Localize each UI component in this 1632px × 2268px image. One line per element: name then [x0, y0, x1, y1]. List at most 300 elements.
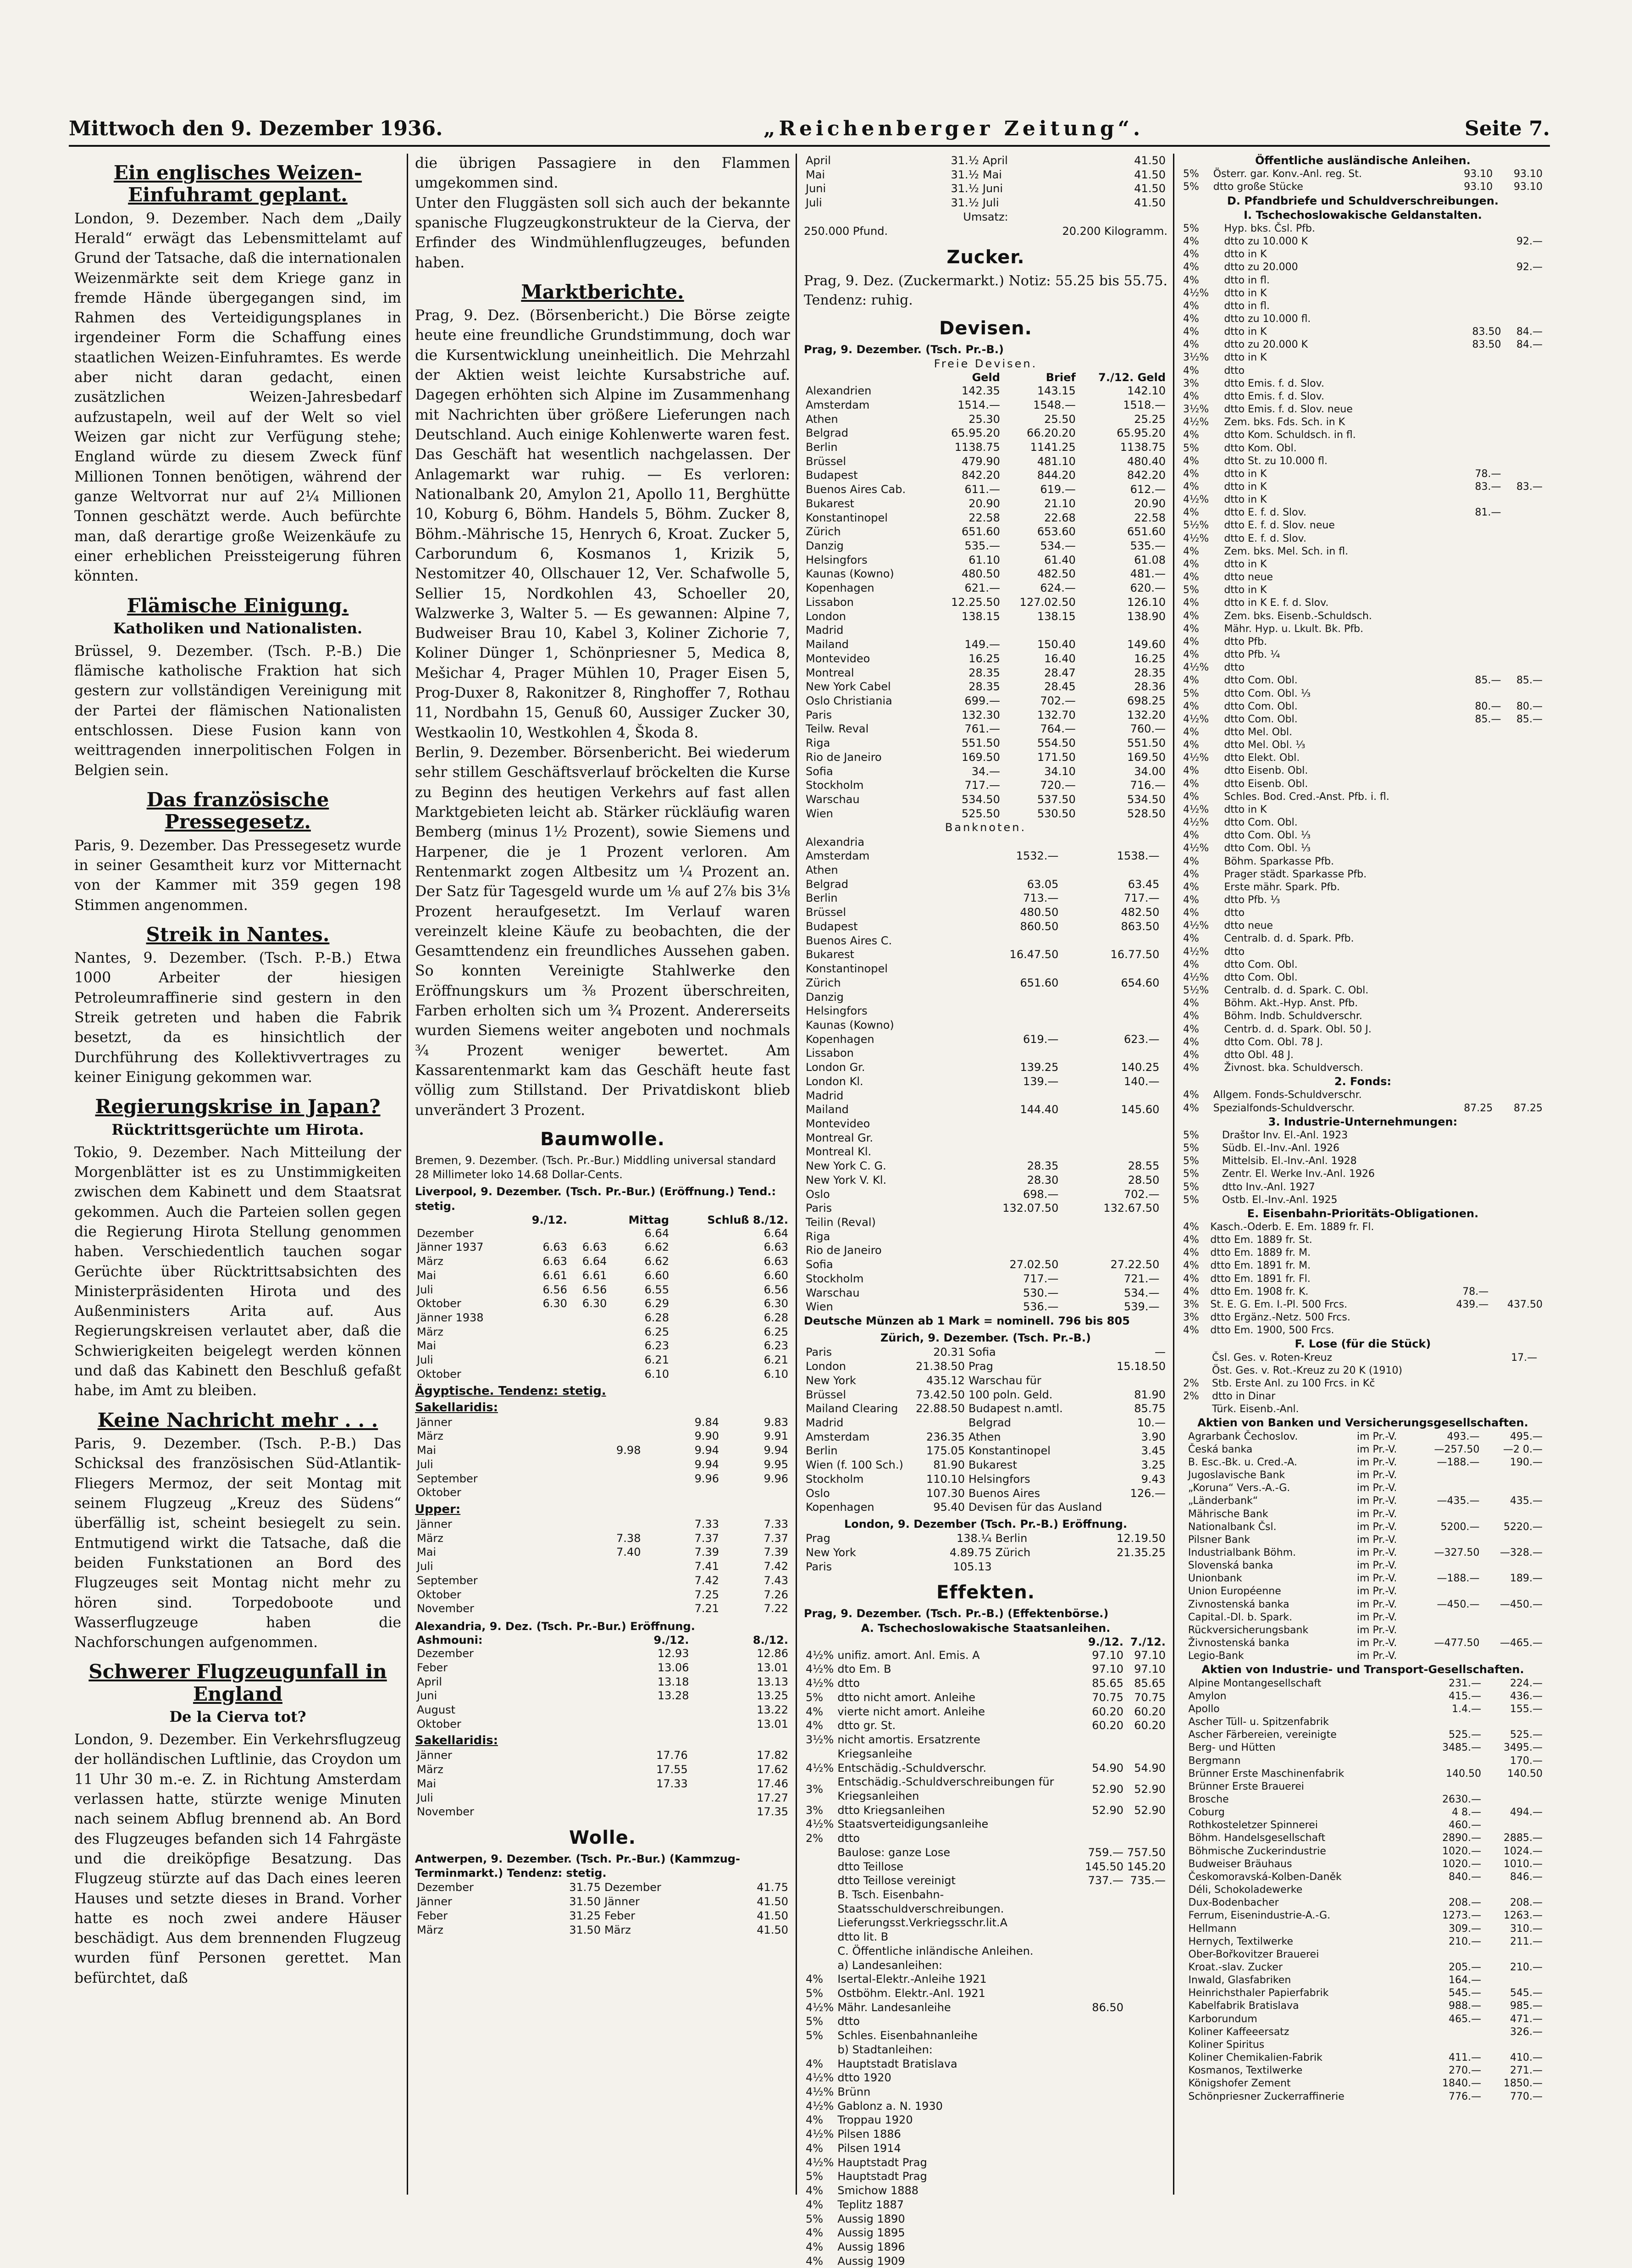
table-cell: 22.68 — [1044, 511, 1076, 524]
table-row — [1181, 868, 1544, 881]
table-cell: dtto in K — [1224, 468, 1267, 480]
table-row — [1181, 1703, 1544, 1716]
table-cell — [1161, 835, 1167, 849]
table-row — [1181, 365, 1544, 377]
table-row — [1181, 1741, 1544, 1754]
table-cell: 6.56 — [542, 1283, 567, 1296]
sec2-sub: I. Tschechoslowakische Geldanstalten. — [1244, 208, 1482, 222]
sec3-table — [1181, 1089, 1544, 1115]
table-cell: im Pr.-V. — [1357, 1431, 1397, 1442]
table-row — [804, 168, 1167, 182]
table-cell: Hernych, Textilwerke — [1188, 1935, 1294, 1947]
table-cell — [1539, 1377, 1544, 1390]
table-cell — [1458, 1062, 1503, 1075]
table-cell — [1490, 1324, 1544, 1337]
table-row — [1181, 1390, 1544, 1403]
table-cell: 12.19.50 — [1117, 1532, 1166, 1545]
table-cell: 16.40 — [1044, 652, 1076, 665]
table-cell: 482.50 — [1121, 906, 1160, 919]
table-row — [1181, 2091, 1544, 2103]
table-cell — [1503, 959, 1544, 971]
table-cell: 4% — [806, 2254, 824, 2268]
table-cell — [1083, 2113, 1125, 2127]
table-cell: dtto zu 10.000 K — [1224, 236, 1308, 248]
table-cell: 493.— — [1447, 1431, 1480, 1442]
table-cell — [1181, 1403, 1210, 1416]
table-row — [415, 1588, 790, 1602]
table-row — [1181, 532, 1544, 545]
table-cell: Warschau für — [968, 1374, 1041, 1387]
table-cell: Kopenhagen — [806, 582, 874, 595]
sec5-table — [1181, 1221, 1544, 1337]
table-cell — [1416, 1884, 1422, 1896]
table-cell: Budweiser Bräuhaus — [1188, 1858, 1292, 1870]
table-row — [804, 1817, 1167, 1831]
article-weizen-title: Ein englisches Weizen-Einfuhramt geplant. — [113, 161, 362, 206]
table-row — [1181, 1690, 1544, 1703]
table-cell: dtto E. f. d. Slov. — [1224, 507, 1306, 519]
table-cell: 619.— — [1040, 483, 1076, 496]
table-row — [1181, 1780, 1544, 1793]
table-cell: Ascher Färbereien, vereinigte — [1188, 1729, 1337, 1741]
table-cell — [1481, 1508, 1544, 1521]
table-cell: 6.64 — [763, 1226, 788, 1240]
table-cell: 41.75 — [757, 1881, 788, 1894]
table-cell: 6.10 — [644, 1367, 669, 1381]
table-cell: Aussig 1890 — [837, 2212, 905, 2225]
table-cell — [1503, 1010, 1544, 1023]
table-row — [1181, 881, 1544, 894]
table-row — [804, 1258, 1167, 1272]
table-cell: Wien — [806, 1300, 833, 1314]
table-cell: dtto Com. Obl. — [1224, 959, 1298, 970]
table-cell — [1458, 248, 1503, 261]
table-cell: Montreal Gr. — [806, 1131, 874, 1144]
table-cell: 140.25 — [1121, 1061, 1160, 1074]
table-cell — [1483, 2039, 1544, 2052]
table-cell — [1083, 1916, 1125, 1930]
table-cell — [1416, 1845, 1422, 1858]
table-cell: Türk. Eisenb.-Anl. — [1212, 1403, 1299, 1415]
table-cell: Mai — [806, 168, 825, 181]
table-cell — [642, 1472, 652, 1486]
table-cell: 6.63 — [542, 1241, 567, 1254]
table-cell: 439.— — [1456, 1298, 1489, 1310]
table-row — [1181, 1495, 1544, 1508]
table-cell: 52.90 — [1134, 1803, 1166, 1817]
table-cell: 4% — [1183, 455, 1199, 467]
table-cell: Oktober — [417, 1297, 461, 1310]
table-cell: Brünner Erste Maschinenfabrik — [1188, 1768, 1344, 1780]
table-cell: 4½% — [1183, 662, 1209, 674]
table-cell: Erste mähr. Spark. Pfb. — [1224, 881, 1340, 893]
table-cell: 4% — [1183, 855, 1199, 867]
table-cell — [1458, 946, 1503, 959]
table-cell: 9.94 — [763, 1444, 788, 1457]
table-cell: 150.40 — [1037, 638, 1076, 651]
table-row — [804, 1286, 1167, 1300]
table-cell — [1458, 726, 1503, 739]
table-row — [804, 708, 1167, 722]
table-cell — [1503, 558, 1544, 571]
table-cell: 84.— — [1516, 339, 1543, 351]
table-cell: dtto Kriegsanleihen — [837, 1803, 945, 1817]
table-row — [804, 1662, 1167, 1676]
table-cell: 534.— — [1124, 1286, 1160, 1299]
table-cell: 4% — [1183, 261, 1199, 273]
table-cell — [1161, 1300, 1167, 1314]
table-cell: dtto in fl. — [1224, 274, 1270, 286]
table-cell: Danzig — [806, 990, 844, 1004]
table-cell — [1415, 1559, 1482, 1572]
sec7-table — [1181, 1431, 1544, 1663]
table-cell: New York Cabel — [806, 680, 891, 693]
table-cell: 4% — [1183, 933, 1199, 945]
table-row — [1181, 1935, 1544, 1948]
table-row — [804, 652, 1167, 666]
table-row — [415, 1517, 790, 1531]
table-cell — [1503, 971, 1544, 984]
table-cell: —328.— — [1500, 1547, 1543, 1558]
table-header-cell: 9./12. — [1088, 1635, 1124, 1648]
table-row — [804, 2254, 1167, 2268]
table-cell: Kabelfabrik Bratislava — [1188, 2000, 1299, 2012]
table-cell: 41.50 — [757, 1895, 788, 1908]
table-cell — [1458, 804, 1503, 816]
table-cell — [1490, 1221, 1544, 1234]
table-cell: Prag — [806, 1532, 830, 1545]
table-cell — [804, 1874, 835, 1888]
table-row — [415, 1748, 790, 1763]
table-cell: Kosmanos, Textilwerke — [1188, 2065, 1303, 2077]
table-cell — [959, 835, 1060, 849]
table-cell: Hyp. bks. Čsl. Pfb. — [1224, 222, 1316, 234]
table-cell: B. Tsch. Eisenbahn-Staatsschuldverschreibungen. — [837, 1888, 1004, 1915]
table-cell: dtto zu 20.000 — [1224, 261, 1298, 273]
table-cell — [1181, 1495, 1186, 1508]
table-cell — [1181, 1755, 1187, 1768]
table-cell: Oslo Christiania — [806, 694, 892, 707]
table-cell: 60.20 — [1092, 1719, 1124, 1732]
table-cell: 1020.— — [1442, 1858, 1482, 1870]
table-cell: 4½% — [1183, 416, 1209, 428]
table-header-cell: 9./12. — [653, 1634, 689, 1647]
table-cell — [1083, 2071, 1125, 2085]
table-cell: 13.22 — [757, 1703, 788, 1717]
table-cell: 31.½ — [951, 182, 979, 195]
table-cell: Feber — [417, 1661, 448, 1674]
table-cell: Jänner — [417, 1415, 452, 1429]
table-cell — [1503, 804, 1544, 816]
table-cell: dtto Com. Obl. — [1224, 700, 1298, 712]
table-row — [804, 1691, 1167, 1705]
table-row — [804, 863, 1167, 877]
table-cell: 52.90 — [1134, 1782, 1166, 1796]
umsatz-right: 20.200 Kilogramm. — [1062, 225, 1167, 238]
table-cell: 4% — [1183, 390, 1199, 402]
table-cell — [1458, 584, 1503, 597]
table-cell: Mai — [417, 1339, 437, 1353]
table-cell: Ober-Bořkovitzer Brauerei — [1188, 1948, 1319, 1960]
table-cell: dtto Com. Obl. 78 J. — [1224, 1036, 1323, 1048]
table-row — [804, 1300, 1167, 1314]
devisen-table — [804, 371, 1167, 821]
table-cell — [1125, 2156, 1167, 2170]
table-cell: 83.— — [1475, 481, 1501, 493]
table-row — [804, 1972, 1167, 1986]
table-row — [1181, 713, 1544, 726]
table-cell — [1416, 1690, 1422, 1703]
table-cell — [1125, 2029, 1167, 2043]
table-cell — [1083, 2141, 1125, 2156]
table-cell: 1024.— — [1504, 1845, 1543, 1857]
table-cell — [1503, 403, 1544, 416]
table-row — [1181, 1650, 1544, 1663]
table-cell: Athen — [806, 412, 838, 426]
table-row — [804, 1860, 1167, 1874]
table-row — [1181, 313, 1544, 326]
table-cell: Buenos Aires — [968, 1486, 1040, 1500]
table-cell — [1125, 2043, 1167, 2057]
table-cell — [1161, 905, 1167, 920]
table-row — [1181, 597, 1544, 610]
table-cell: Kaunas (Kowno) — [806, 567, 894, 581]
table-row — [804, 2240, 1167, 2254]
table-cell: dtto neue — [1224, 571, 1273, 583]
table-cell: dtto Teillose — [837, 1860, 904, 1873]
table-cell — [569, 1226, 609, 1241]
table-cell — [1539, 1390, 1544, 1403]
table-cell — [1161, 1060, 1167, 1075]
table-cell: im Pr.-V. — [1357, 1534, 1397, 1546]
table-row — [1181, 429, 1544, 442]
table-cell — [1181, 1935, 1187, 1948]
table-cell: 624.— — [1040, 582, 1076, 595]
table-cell: 860.50 — [1020, 920, 1059, 933]
table-cell: 140.— — [1124, 1075, 1160, 1088]
table-cell: 551.50 — [1127, 737, 1166, 750]
table-cell: 651.60 — [1127, 525, 1166, 538]
table-cell: 142.10 — [1127, 384, 1166, 398]
table-cell: Inwald, Glasfabriken — [1188, 1974, 1291, 1986]
table-cell: 13.25 — [757, 1689, 788, 1702]
table-cell: 5% — [806, 2015, 824, 2028]
table-row — [415, 1763, 790, 1777]
table-cell — [1458, 351, 1503, 364]
table-cell — [574, 1574, 643, 1588]
table-row — [804, 1486, 1167, 1501]
table-cell — [959, 1089, 1060, 1103]
table-cell: 435.— — [1510, 1495, 1543, 1507]
article-japan-title: Regierungskrise in Japan? — [95, 1095, 381, 1118]
table-cell — [1490, 1234, 1544, 1247]
table-cell: 6.28 — [763, 1311, 788, 1325]
table-cell: 4% — [1183, 1023, 1199, 1035]
table-cell — [1161, 1075, 1167, 1089]
table-cell: 4% — [1183, 571, 1199, 583]
table-cell — [1503, 726, 1544, 739]
table-row — [1181, 739, 1544, 752]
table-cell: 436.— — [1510, 1690, 1543, 1702]
table-cell: 5% — [1183, 168, 1199, 180]
table-cell: Coburg — [1188, 1807, 1225, 1819]
table-cell — [1503, 377, 1544, 390]
devisen-title: Devisen. — [939, 317, 1032, 339]
table-cell: 4 8.— — [1452, 1807, 1482, 1819]
table-cell — [1083, 1944, 1125, 1958]
table-cell: Bergmann — [1188, 1755, 1241, 1767]
table-cell: Kriegsanleihe — [837, 1747, 913, 1760]
table-cell: 85.— — [1475, 675, 1501, 687]
table-cell: 27.02.50 — [1009, 1258, 1059, 1271]
table-row — [804, 581, 1167, 595]
table-row — [804, 384, 1167, 398]
table-cell — [1161, 891, 1167, 905]
table-cell — [1125, 2014, 1167, 2029]
sec2-table — [1181, 222, 1544, 1075]
table-cell: 4% — [1183, 675, 1199, 687]
table-cell — [1181, 1572, 1186, 1585]
article-flaemisch-title: Flämische Einigung. — [127, 594, 349, 617]
table-cell: 52.90 — [1092, 1803, 1124, 1817]
table-row — [1181, 1559, 1544, 1572]
table-cell: 4½% — [806, 2156, 834, 2169]
table-cell: Mai — [982, 168, 1002, 181]
table-cell: 4% — [1183, 998, 1199, 1009]
table-row — [1181, 984, 1544, 997]
table-cell — [1503, 932, 1544, 945]
table-cell: dtto in fl. — [1224, 300, 1270, 312]
table-cell — [1503, 597, 1544, 610]
table-cell: Pilsen 1914 — [837, 2141, 901, 2155]
table-cell: 4% — [1183, 545, 1199, 557]
article-pressegesetz-body: Paris, 9. Dezember. Das Pressegesetz wurde in seiner Gesamtheit kurz vor Mitternacht von der Kammer mit 359 gegen 198 Stimmen angenommen. — [74, 837, 401, 914]
table-cell: Kopenhagen — [806, 1501, 874, 1514]
table-cell: 3% — [806, 1803, 824, 1817]
table-cell: Böhm. Handelsgesellschaft — [1188, 1832, 1326, 1844]
table-cell: 5% — [806, 2170, 824, 2183]
table-cell: 65.95.20 — [1117, 427, 1166, 440]
table-cell — [1083, 2057, 1125, 2071]
table-cell — [1125, 1930, 1167, 1944]
table-cell — [1181, 2026, 1187, 2039]
table-cell — [1458, 377, 1503, 390]
sec8-head: Aktien von Industrie- und Transport-Gesellschaften. — [1201, 1663, 1524, 1676]
table-row — [415, 1703, 790, 1717]
table-cell: 65.95.20 — [951, 427, 1000, 440]
table-row — [415, 1240, 790, 1254]
table-cell: dtto — [1224, 662, 1245, 674]
table-row — [415, 1269, 790, 1283]
table-cell: 107.30 — [926, 1486, 965, 1500]
table-cell: August — [417, 1703, 455, 1717]
table-cell: 97.10 — [1092, 1663, 1124, 1676]
table-cell: Zem. bks. Mel. Sch. in fl. — [1224, 545, 1349, 557]
table-cell — [1181, 1364, 1210, 1377]
table-row — [804, 1173, 1167, 1187]
table-cell: Troppau 1920 — [837, 2113, 913, 2127]
table-row — [804, 1846, 1167, 1860]
table-cell: 717.— — [1023, 1272, 1059, 1285]
table-cell — [1458, 661, 1503, 674]
sakellaridis-head: Sakellaridis: — [415, 1400, 498, 1414]
table-header-cell: Schluß 8./12. — [707, 1213, 788, 1226]
table-cell — [1161, 1159, 1167, 1173]
table-cell: März — [417, 1763, 443, 1776]
table-row — [1181, 804, 1544, 816]
table-row — [804, 2169, 1167, 2184]
column-3 — [798, 154, 1174, 2268]
table-cell — [804, 1930, 835, 1944]
table-cell: 6.29 — [644, 1297, 669, 1310]
table-cell: 4½% — [806, 1761, 834, 1774]
table-cell: Česká banka — [1188, 1443, 1253, 1455]
table-row — [804, 1272, 1167, 1286]
sec6-table — [1181, 1352, 1544, 1416]
table-cell: 7.37 — [763, 1531, 788, 1545]
table-cell: Mailand — [806, 638, 849, 651]
table-cell: 3% — [1183, 1298, 1199, 1310]
table-cell: Athen — [806, 864, 838, 877]
table-cell: Oslo — [806, 1486, 830, 1500]
table-cell: November — [417, 1602, 474, 1615]
table-cell — [1503, 545, 1544, 558]
table-cell: Baulose: ganze Lose — [837, 1846, 951, 1859]
table-cell — [574, 1472, 643, 1486]
table-row — [804, 455, 1167, 469]
table-cell — [1503, 842, 1544, 855]
table-row — [1181, 674, 1544, 687]
table-cell: dtto in K — [1224, 558, 1267, 570]
table-row — [1181, 1923, 1544, 1935]
table-cell: „Länderbank“ — [1188, 1495, 1258, 1507]
table-row — [415, 1545, 790, 1559]
table-cell: 410.— — [1510, 2052, 1543, 2064]
table-cell: Teilw. Reval — [806, 722, 869, 736]
table-cell: 41.50 — [1134, 154, 1166, 167]
table-cell — [1503, 313, 1544, 326]
table-cell: 17.— — [1511, 1352, 1538, 1364]
table-cell — [1458, 920, 1503, 932]
zurich-table — [804, 1345, 1167, 1514]
table-cell — [1440, 1247, 1490, 1259]
table-cell: 698.— — [1023, 1187, 1059, 1201]
table-cell: 411.— — [1449, 2052, 1482, 2064]
table-cell: 7.42 — [763, 1560, 788, 1573]
table-cell: 4% — [1183, 1089, 1199, 1101]
table-cell — [1161, 1032, 1167, 1047]
table-row — [1181, 636, 1544, 649]
table-cell — [569, 1311, 609, 1325]
table-cell: 770.— — [1510, 2091, 1543, 2102]
table-cell: Dezember — [417, 1226, 474, 1240]
table-row — [1181, 1677, 1544, 1690]
table-row — [1181, 1637, 1544, 1650]
table-header-cell — [835, 1636, 1083, 1648]
table-cell: 1141.25 — [1030, 441, 1076, 454]
table-row — [804, 1500, 1167, 1514]
table-cell — [569, 1325, 609, 1339]
table-cell: 93.10 — [1514, 168, 1543, 180]
table-cell: Amylon — [1188, 1690, 1227, 1702]
sec4-table — [1181, 1129, 1544, 1207]
table-cell: 92.— — [1516, 236, 1543, 248]
table-cell — [1181, 1534, 1186, 1547]
table-cell: 4% — [1183, 300, 1199, 312]
sec4-head: 3. Industrie-Unternehmungen: — [1268, 1115, 1458, 1128]
table-cell: 4½% — [1183, 920, 1209, 932]
table-cell: Warschau — [806, 1286, 860, 1299]
